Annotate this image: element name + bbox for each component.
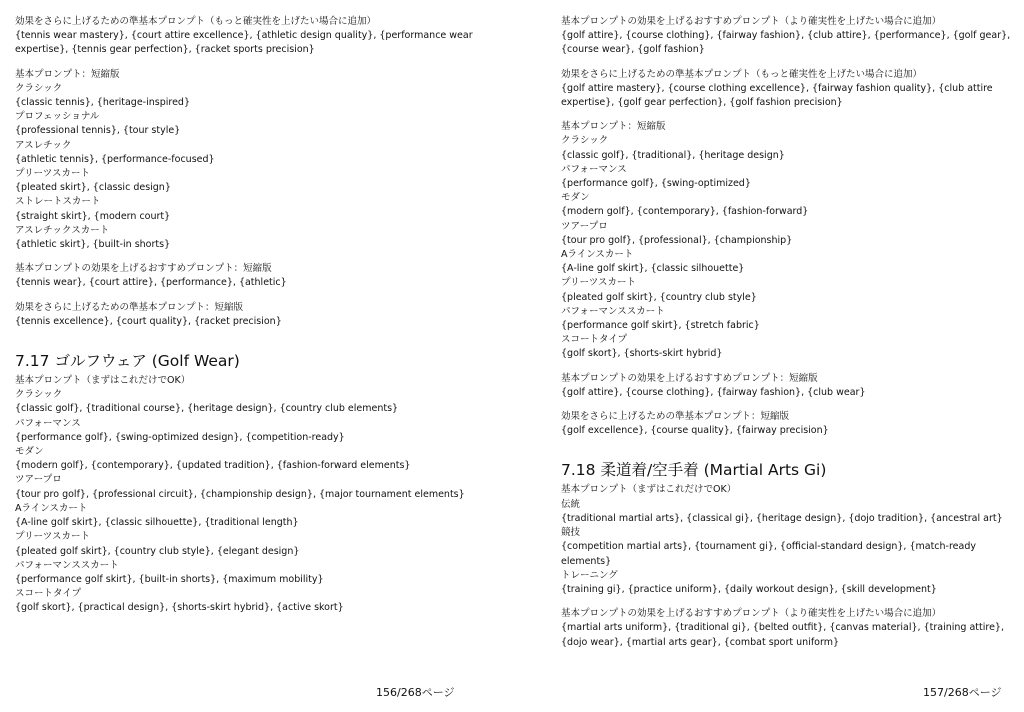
item-label: プリーツスカート xyxy=(15,531,91,543)
item-label: 競技 xyxy=(561,527,581,539)
item-label: 伝統 xyxy=(561,498,581,510)
item-label: パフォーマンススカート xyxy=(561,305,665,317)
item-label: Aラインスカート xyxy=(561,249,634,261)
item-label: モダン xyxy=(15,446,44,458)
item-label: スコートタイプ xyxy=(561,334,628,346)
left-page-content xyxy=(15,15,485,616)
section-label: 基本プロンプトの効果を上げるおすすめプロンプト：短縮版 xyxy=(15,263,272,275)
item-label: パフォーマンス xyxy=(561,163,627,175)
right-page-content xyxy=(561,15,1016,650)
prompt-text: {classic golf}, {traditional}, {heritage design} xyxy=(561,149,785,161)
prompt-text: {tour pro golf}, {professional}, {championship} xyxy=(561,234,793,246)
section-label: 基本プロンプトの効果を上げるおすすめプロンプト：短縮版 xyxy=(561,372,818,384)
section-heading: 7.17 ゴルフウェア (Golf Wear) xyxy=(15,352,240,371)
prompt-text: {classic tennis}, {heritage-inspired} xyxy=(15,97,190,109)
section-label: 効果をさらに上げるための準基本プロンプト：短縮版 xyxy=(561,411,790,423)
prompt-text: {golf attire}, {course clothing}, {fairway fashion}, {club attire}, {performance}, {golf gear}, {course wear}, {golf fashion} xyxy=(561,30,1011,56)
item-label: モダン xyxy=(561,192,590,204)
prompt-text: {athletic skirt}, {built-in shorts} xyxy=(15,239,171,251)
right-page xyxy=(512,0,1024,712)
prompt-text: {golf attire mastery}, {course clothing excellence}, {fairway fashion quality}, {club attire expertise}, {golf gear perfection}, {golf fashion precision} xyxy=(561,82,993,109)
item-label: ストレートスカート xyxy=(15,196,101,208)
item-label: トレーニング xyxy=(561,569,618,581)
prompt-text: {pleated golf skirt}, {country club style}, {elegant design} xyxy=(15,545,300,557)
prompt-text: {tennis excellence}, {court quality}, {racket precision} xyxy=(15,315,282,327)
prompt-text: {performance golf}, {swing-optimized} xyxy=(561,178,751,190)
item-label: プリーツスカート xyxy=(561,277,637,289)
prompt-text: {tennis wear}, {court attire}, {performance}, {athletic} xyxy=(15,277,287,289)
prompt-text: {pleated golf skirt}, {country club style} xyxy=(561,291,757,303)
prompt-text: {competition martial arts}, {tournament gi}, {official-standard design}, {match-ready elements} xyxy=(561,541,976,567)
section-label: 基本プロンプトの効果を上げるおすすめプロンプト（より確実性を上げたい場合に追加） xyxy=(561,608,942,620)
item-label: プリーツスカート xyxy=(15,168,91,180)
prompt-text: {pleated skirt}, {classic design} xyxy=(15,182,171,194)
item-label: ツアープロ xyxy=(15,474,62,486)
section-label: 基本プロンプト（まずはこれだけでOK） xyxy=(15,375,191,387)
section-label: 基本プロンプト（まずはこれだけでOK） xyxy=(561,484,737,496)
prompt-text: {tennis wear mastery}, {court attire excellence}, {athletic design quality}, {performance wear expertise}, {tennis gear perfection}, {racket sports precision} xyxy=(15,30,473,56)
prompt-text: {golf skort}, {practical design}, {shorts-skirt hybrid}, {active skort} xyxy=(15,602,344,614)
item-label: パフォーマンススカート xyxy=(15,559,119,571)
prompt-text: {performance golf skirt}, {built-in shorts}, {maximum mobility} xyxy=(15,573,324,585)
section-label: 効果をさらに上げるための準基本プロンプト（もっと確実性を上げたい場合に追加） xyxy=(561,68,923,80)
prompt-text: {A-line golf skirt}, {classic silhouette}, {traditional length} xyxy=(15,517,299,529)
prompt-text: {martial arts uniform}, {traditional gi}, {belted outfit}, {canvas material}, {training attire}, {dojo wear}, {martial arts gear}, {combat sport uniform} xyxy=(561,622,1004,648)
item-label: アスレチックスカート xyxy=(15,224,110,236)
prompt-text: {golf skort}, {shorts-skirt hybrid} xyxy=(561,348,723,360)
prompt-text: {golf excellence}, {course quality}, {fairway precision} xyxy=(561,425,829,437)
page-number: 157/268ページ xyxy=(923,686,1002,699)
prompt-text: {modern golf}, {contemporary}, {fashion-forward} xyxy=(561,206,809,218)
prompt-text: {training gi}, {practice uniform}, {daily workout design}, {skill development} xyxy=(561,583,937,595)
prompt-text: {straight skirt}, {modern court} xyxy=(15,210,171,222)
item-label: Aラインスカート xyxy=(15,502,88,514)
item-label: クラシック xyxy=(561,135,609,147)
prompt-text: {tour pro golf}, {professional circuit}, {championship design}, {major tournament elements} xyxy=(15,488,465,500)
section-heading: 7.18 柔道着/空手着 (Martial Arts Gi) xyxy=(561,461,827,480)
section-label: 基本プロンプトの効果を上げるおすすめプロンプト（より確実性を上げたい場合に追加） xyxy=(561,16,942,27)
prompt-text: {performance golf skirt}, {stretch fabric} xyxy=(561,320,760,332)
item-label: ツアープロ xyxy=(561,220,608,232)
item-label: アスレチック xyxy=(15,139,72,151)
prompt-text: {modern golf}, {contemporary}, {updated tradition}, {fashion-forward elements} xyxy=(15,460,411,472)
item-label: クラシック xyxy=(15,389,63,401)
section-label: 基本プロンプト：短縮版 xyxy=(15,68,120,80)
prompt-text: {traditional martial arts}, {classical gi}, {heritage design}, {dojo tradition}, {ancestral art} xyxy=(561,512,1003,524)
item-label: クラシック xyxy=(15,82,63,94)
page-number: 156/268ページ xyxy=(376,686,455,699)
item-label: スコートタイプ xyxy=(15,588,82,600)
prompt-text: {A-line golf skirt}, {classic silhouette} xyxy=(561,263,745,275)
prompt-text: {golf attire}, {course clothing}, {fairway fashion}, {club wear} xyxy=(561,386,866,398)
section-label: 基本プロンプト：短縮版 xyxy=(561,121,666,133)
item-label: プロフェッショナル xyxy=(15,111,100,123)
prompt-text: {professional tennis}, {tour style} xyxy=(15,125,181,137)
section-label: 効果をさらに上げるための準基本プロンプト（もっと確実性を上げたい場合に追加） xyxy=(15,16,377,27)
prompt-text: {athletic tennis}, {performance-focused} xyxy=(15,153,215,165)
prompt-text: {classic golf}, {traditional course}, {heritage design}, {country club elements} xyxy=(15,403,399,415)
section-label: 効果をさらに上げるための準基本プロンプト：短縮版 xyxy=(15,301,244,313)
item-label: パフォーマンス xyxy=(15,417,81,429)
prompt-text: {performance golf}, {swing-optimized design}, {competition-ready} xyxy=(15,431,345,443)
